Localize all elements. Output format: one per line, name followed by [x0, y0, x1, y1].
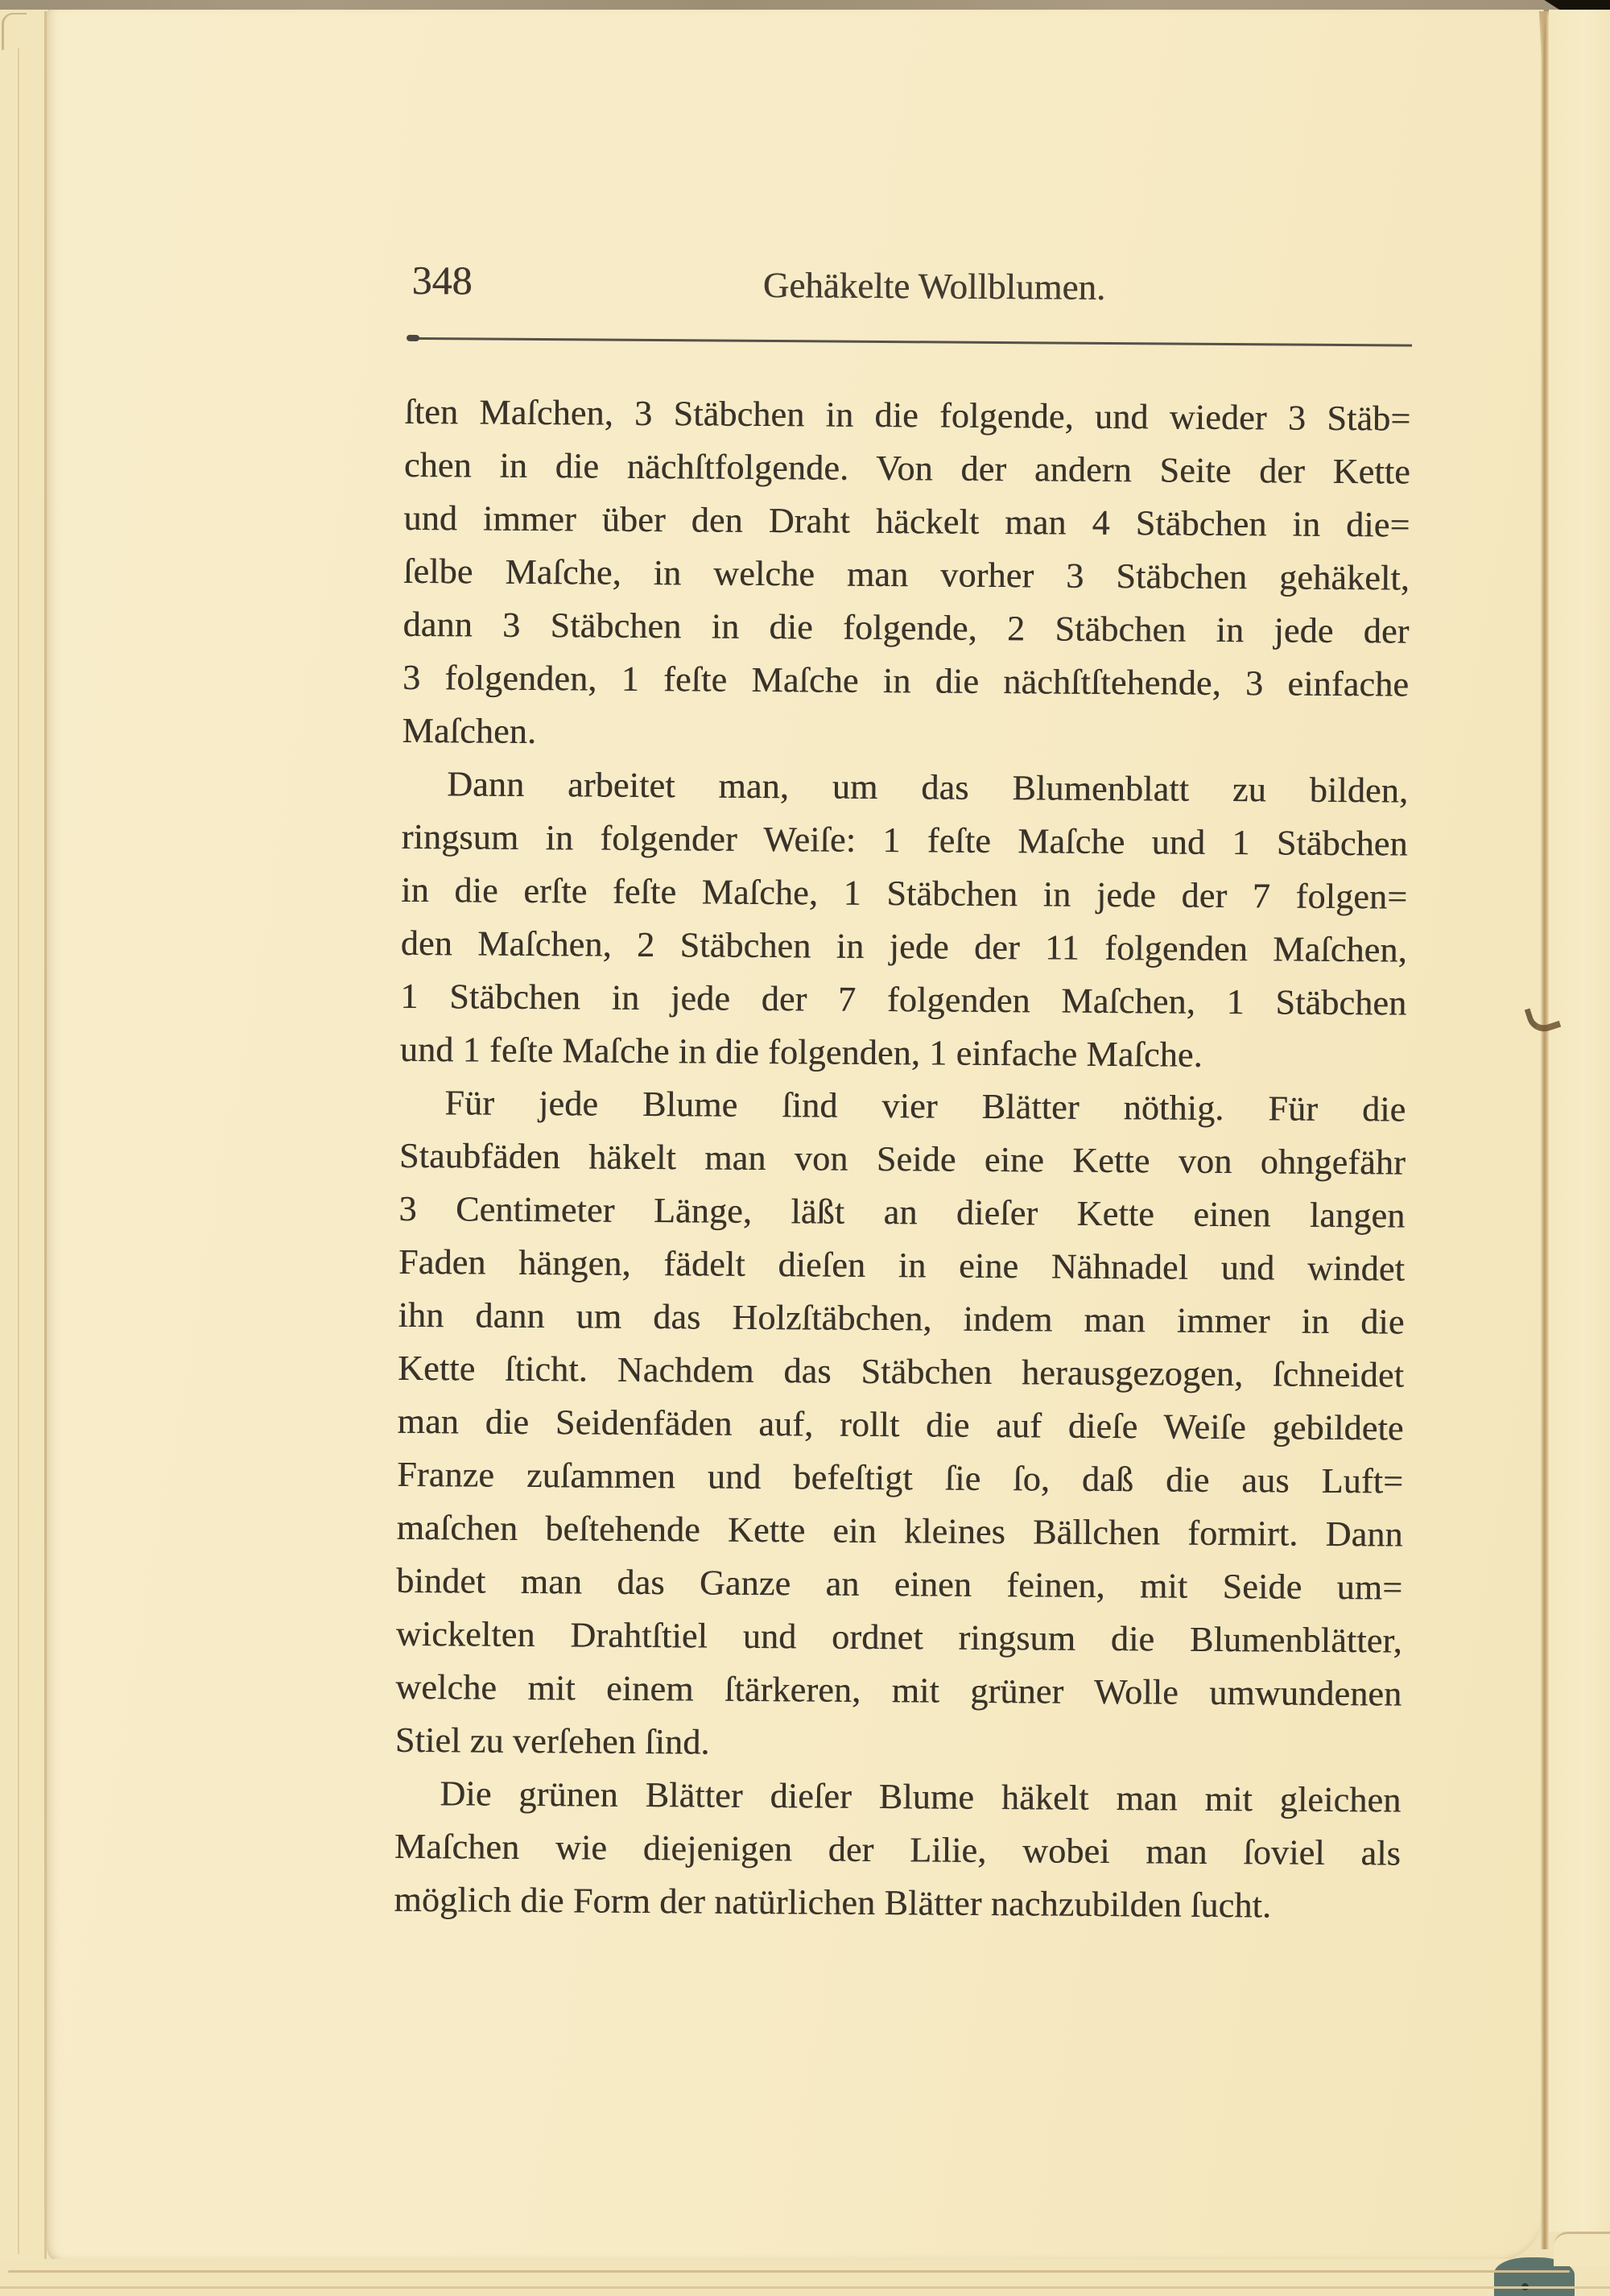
text-line: und 1 feſte Maſche in die folgenden, 1 einfache Maſche.	[399, 1029, 1203, 1075]
text-block	[394, 386, 1410, 1934]
text-line: ringsum in folgender Weiſe: 1 feſte Maſche und 1 Stäbchen	[401, 816, 1408, 864]
text-line: Maſchen.	[402, 710, 537, 751]
text-line: wickelten Drahtſtiel und ordnet ringsum die Blumenblätter,	[395, 1613, 1402, 1661]
text-line: 1 Stäbchen in jede der 7 folgenden Maſchen, 1 Stäbchen	[400, 976, 1407, 1023]
text-line: Kette ſticht. Nachdem das Stäbchen herausgezogen, ſchneidet	[397, 1348, 1405, 1395]
text-line: chen in die nächſtfolgende. Von der andern Seite der Kette	[403, 444, 1411, 492]
paragraph	[400, 758, 1409, 1084]
text-line: Franze zuſammen und befeſtigt ſie ſo, daß die aus Luft=	[397, 1454, 1404, 1501]
text-line: Stiel zu verſehen ſind.	[394, 1720, 710, 1762]
text-line: und immer über den Draht häckelt man 4 Stäbchen in die=	[403, 498, 1410, 545]
paragraph	[395, 1076, 1406, 1774]
text-line: Dann arbeitet man, um das Blumenblatt zu bilden,	[447, 764, 1409, 811]
text-line: 3 Centimeter Länge, läßt an dieſer Kette einen langen	[398, 1188, 1406, 1236]
text-line: 3 folgenden, 1 feſte Maſche in die nächſtſtehende, 3 einfache	[402, 657, 1410, 704]
text-line: Die grünen Blätter dieſer Blume häkelt man mit gleichen	[440, 1774, 1402, 1820]
text-line: dann 3 Stäbchen in die folgende, 2 Stäbchen in jede der	[402, 604, 1410, 651]
text-line: ſten Maſchen, 3 Stäbchen in die folgende, und wieder 3 Stäb=	[404, 391, 1411, 439]
text-line: Faden hängen, fädelt dieſen in eine Nähnadel und windet	[398, 1241, 1406, 1289]
text-line: Für jede Blume ſind vier Blätter nöthig. Für die	[444, 1083, 1406, 1129]
text-line: ihn dann um das Holzſtäbchen, indem man immer in die	[398, 1295, 1405, 1342]
text-line: ſelbe Maſche, in welche man vorher 3 Stäbchen gehäkelt,	[402, 551, 1410, 598]
page-number: 348	[411, 257, 473, 304]
text-line: Staubfäden häkelt man von Seide eine Kette von ohngefähr	[398, 1135, 1406, 1183]
text-line: man die Seidenfäden auf, rollt die auf dieſe Weiſe gebildete	[397, 1401, 1404, 1448]
text-line: in die erſte feſte Maſche, 1 Stäbchen in jede der 7 folgen=	[401, 869, 1408, 917]
text-line: maſchen beſtehende Kette ein kleines Bällchen formirt. Dann	[396, 1507, 1403, 1555]
running-head: Gehäkelte Wollblumen.	[762, 264, 1106, 308]
text-line: Maſchen wie diejenigen der Lilie, wobei man ſoviel als	[394, 1826, 1402, 1873]
header-rule	[408, 337, 1412, 347]
paragraph	[394, 1767, 1401, 1934]
paragraph	[402, 386, 1410, 765]
text-line: den Maſchen, 2 Stäbchen in jede der 11 folgenden Maſchen,	[400, 923, 1407, 970]
text-line: welche mit einem ſtärkeren, mit grüner Wolle umwundenen	[395, 1666, 1402, 1714]
text-line: möglich die Form der natürlichen Blätter nachzubilden ſucht.	[394, 1879, 1272, 1926]
text-line: bindet man das Ganze an einen feinen, mit Seide um=	[396, 1560, 1403, 1608]
